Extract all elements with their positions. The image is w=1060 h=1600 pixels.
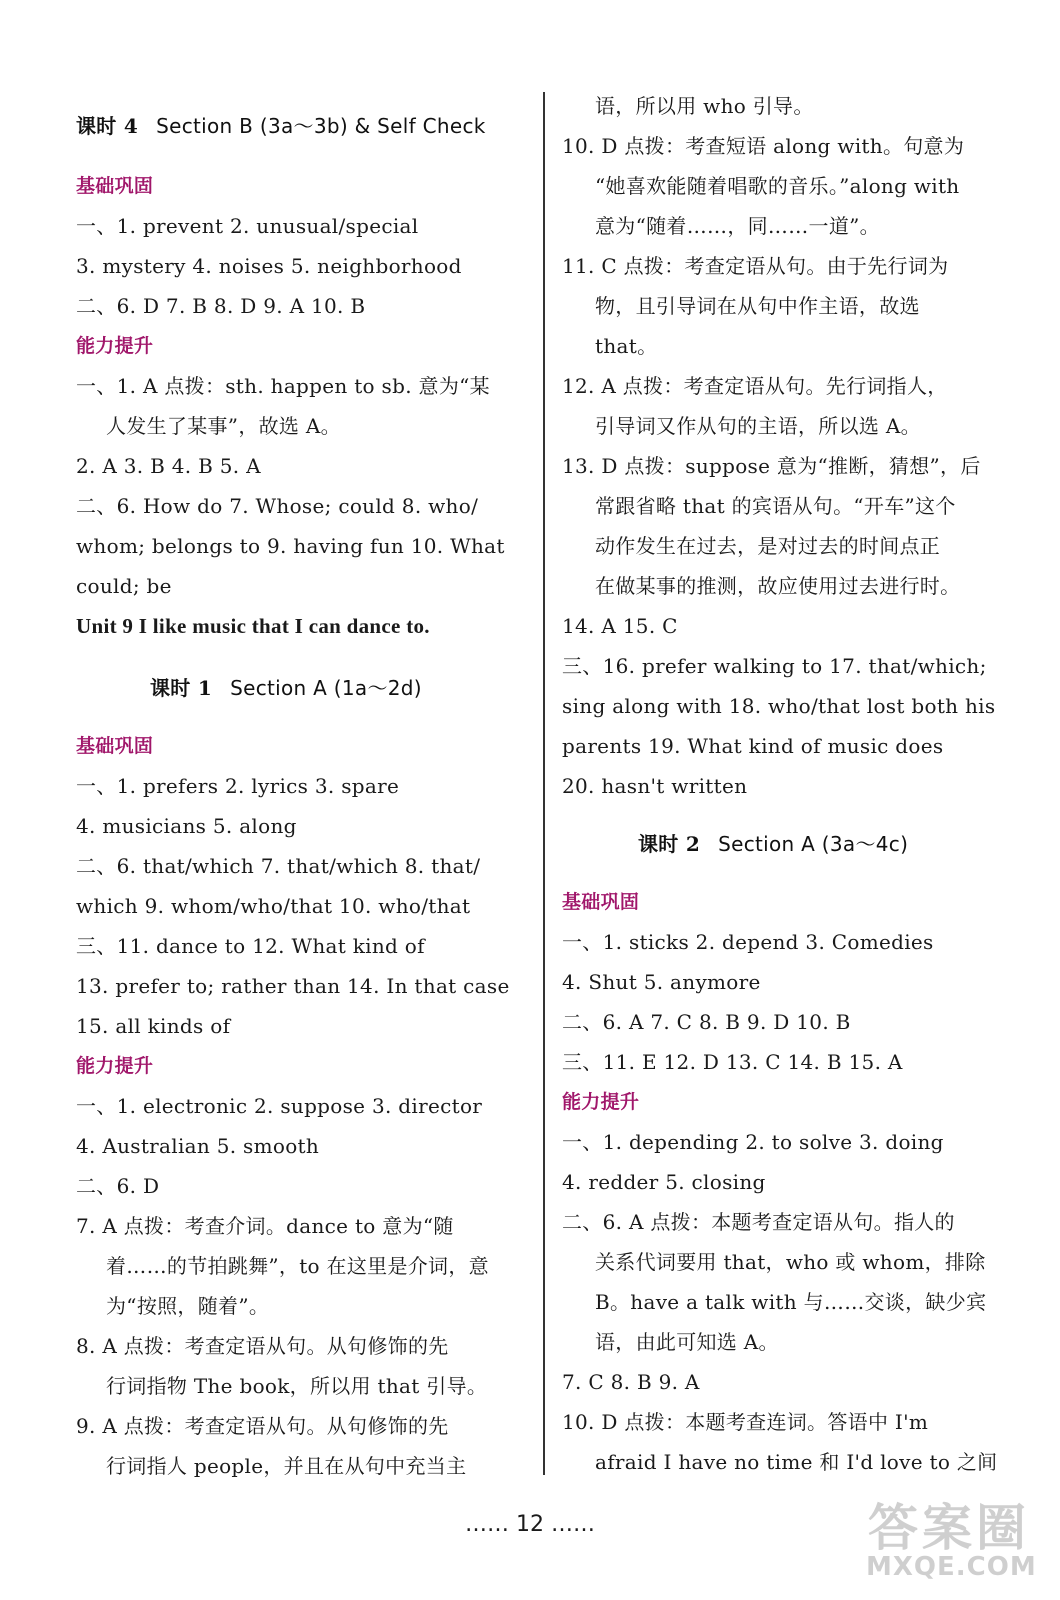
lesson-2-title: 课时 2 Section A (3a～4c): [638, 832, 909, 856]
answer-line: 一、1. sticks 2. depend 3. Comedies: [562, 930, 934, 954]
answer-line: 二、6. A 7. C 8. B 9. D 10. B: [562, 1010, 851, 1034]
answer-line: parents 19. What kind of music does: [562, 734, 944, 758]
answer-line: 4. Shut 5. anymore: [562, 970, 761, 994]
answer-line: 2. A 3. B 4. B 5. A: [76, 454, 261, 478]
answer-line: 一、1. A 点拨：sth. happen to sb. 意为“某: [76, 374, 490, 398]
watermark-url: MXQE.COM: [866, 1552, 1037, 1582]
answer-line: 10. D 点拨：考查短语 along with。句意为: [562, 134, 965, 158]
answer-line: 9. A 点拨：考查定语从句。从句修饰的先: [76, 1414, 449, 1438]
answer-line: 着……的节拍跳舞”，to 在这里是介词，意: [106, 1254, 489, 1278]
answer-line: 20. hasn't written: [562, 774, 748, 798]
answer-line: 人发生了某事”，故选 A。: [106, 414, 341, 438]
answer-line: 一、1. electronic 2. suppose 3. director: [76, 1094, 483, 1118]
answer-line: 4. redder 5. closing: [562, 1170, 766, 1194]
answer-line: 语，由此可知选 A。: [595, 1330, 779, 1354]
answer-line: 14. A 15. C: [562, 614, 678, 638]
unit-9-title: Unit 9 I like music that I can dance to.: [76, 614, 430, 638]
answer-line: 3. mystery 4. noises 5. neighborhood: [76, 254, 462, 278]
answer-line: 13. prefer to; rather than 14. In that case: [76, 974, 510, 998]
answer-line: 三、11. dance to 12. What kind of: [76, 934, 425, 958]
answer-line: 行词指人 people，并且在从句中充当主: [106, 1454, 467, 1478]
answer-line: 关系代词要用 that，who 或 whom，排除: [595, 1250, 986, 1274]
answer-line: 8. A 点拨：考查定语从句。从句修饰的先: [76, 1334, 449, 1358]
answer-line: 二、6. A 点拨：本题考查定语从句。指人的: [562, 1210, 955, 1234]
answer-line: 一、1. prevent 2. unusual/special: [76, 214, 419, 238]
answer-line: 4. musicians 5. along: [76, 814, 297, 838]
answer-line: 引导词又作从句的主语，所以选 A。: [595, 414, 921, 438]
answer-line: 12. A 点拨：考查定语从句。先行词指人，: [562, 374, 948, 398]
answer-line: 二、6. D 7. B 8. D 9. A 10. B: [76, 294, 366, 318]
answer-line: 二、6. How do 7. Whose; could 8. who/: [76, 494, 479, 518]
answer-line: whom; belongs to 9. having fun 10. What: [76, 534, 505, 558]
ability-improvement-heading: 能力提升: [562, 1091, 640, 1113]
ability-improvement-heading: 能力提升: [76, 1055, 154, 1077]
answer-line: 11. C 点拨：考查定语从句。由于先行词为: [562, 254, 949, 278]
answer-line: 常跟省略 that 的宾语从句。“开车”这个: [595, 494, 956, 518]
basic-consolidation-heading: 基础巩固: [562, 891, 640, 913]
answer-line: 为“按照，随着”。: [106, 1294, 270, 1318]
basic-consolidation-heading: 基础巩固: [76, 175, 154, 197]
answer-line: 语，所以用 who 引导。: [595, 94, 814, 118]
answer-line: 动作发生在过去，是对过去的时间点正: [595, 534, 941, 558]
answer-line: 二、6. D: [76, 1174, 160, 1198]
answer-line: that。: [595, 334, 658, 358]
page-number: …… 12 ……: [465, 1512, 595, 1537]
answer-line: which 9. whom/who/that 10. who/that: [76, 894, 471, 918]
answer-line: sing along with 18. who/that lost both his: [562, 694, 996, 718]
watermark-text: 答案圈: [868, 1499, 1030, 1557]
answer-line: 7. C 8. B 9. A: [562, 1370, 700, 1394]
answer-line: 物，且引导词在从句中作主语，故选: [595, 294, 920, 318]
lesson-4-title: 课时 4 Section B (3a～3b) & Self Check: [76, 114, 486, 138]
answer-line: 三、16. prefer walking to 17. that/which;: [562, 654, 987, 678]
answer-line: 一、1. depending 2. to solve 3. doing: [562, 1130, 944, 1154]
answer-line: 三、11. E 12. D 13. C 14. B 15. A: [562, 1050, 903, 1074]
answer-line: 10. D 点拨：本题考查连词。答语中 I'm: [562, 1410, 929, 1434]
answer-line: “她喜欢能随着唱歌的音乐。”along with: [595, 174, 960, 198]
answer-line: 4. Australian 5. smooth: [76, 1134, 320, 1158]
watermark-logo: [862, 1488, 1037, 1588]
answer-line: 行词指物 The book，所以用 that 引导。: [106, 1374, 488, 1398]
answer-line: could; be: [76, 574, 172, 598]
answer-line: 7. A 点拨：考查介词。dance to 意为“随: [76, 1214, 454, 1238]
answer-line: 一、1. prefers 2. lyrics 3. spare: [76, 774, 400, 798]
answer-line: 13. D 点拨：suppose 意为“推断，猜想”，后: [562, 454, 981, 478]
answer-line: afraid I have no time 和 I'd love to 之间: [595, 1450, 998, 1474]
answer-line: 二、6. that/which 7. that/which 8. that/: [76, 854, 481, 878]
answer-line: 意为“随着……，同……一道”。: [595, 214, 880, 238]
column-divider: [543, 92, 545, 1475]
answer-line: 15. all kinds of: [76, 1014, 231, 1038]
answer-line: B。have a talk with 与……交谈，缺少宾: [595, 1290, 987, 1314]
basic-consolidation-heading: 基础巩固: [76, 735, 154, 757]
answer-line: 在做某事的推测，故应使用过去进行时。: [595, 574, 961, 598]
ability-improvement-heading: 能力提升: [76, 335, 154, 357]
lesson-1-title: 课时 1 Section A (1a～2d): [150, 676, 422, 700]
